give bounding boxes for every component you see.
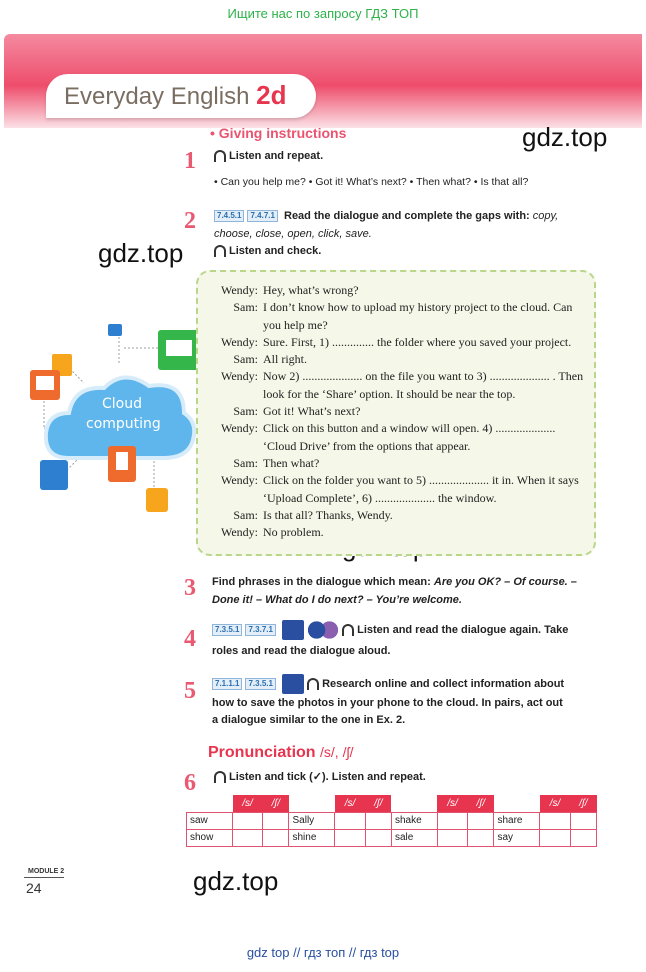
dialogue-speaker: Wendy: — [220, 421, 258, 436]
dialogue-line — [206, 351, 590, 368]
dialogue-text: Is that all? Thanks, Wendy. — [263, 507, 393, 522]
exercise-number: 2 — [184, 208, 196, 234]
tick-cell[interactable] — [233, 812, 263, 829]
tick-cell[interactable] — [365, 812, 391, 829]
tick-cell[interactable] — [468, 812, 494, 829]
computer-icon — [282, 674, 304, 694]
tick-cell[interactable] — [468, 829, 494, 846]
pair-work-icon — [307, 620, 339, 640]
ex5-instruction-cont: how to save the photos in your phone to the cloud. In pairs, act out — [212, 697, 563, 709]
dialogue-line — [206, 524, 590, 541]
tick-cell[interactable] — [437, 829, 467, 846]
ex1-phrases: • Can you help me? • Got it! What’s next? • Then what? • Is that all? — [214, 176, 529, 188]
email-icon — [108, 324, 122, 336]
dialogue-text: Then what? — [263, 455, 320, 470]
section-subtitle: • Giving instructions — [210, 125, 347, 141]
dialogue-line — [206, 334, 590, 351]
footer-divider — [24, 877, 64, 878]
tick-cell[interactable] — [365, 829, 391, 846]
dialogue-speaker: Sam: — [233, 455, 258, 470]
curriculum-code: 7.4.7.1 — [247, 210, 277, 222]
dialogue-speaker: Wendy: — [220, 283, 258, 297]
dialogue-line — [206, 299, 590, 334]
table-row: saw Sally shake share — [187, 812, 597, 829]
ex3-phrases: Done it! – What do I do next? – You’re welcome. — [212, 594, 462, 606]
headphones-icon — [342, 624, 354, 636]
ex5-instruction: 7.1.1.1 7.3.5.1 Research online and collect information about — [212, 674, 602, 694]
page-number: 24 — [26, 880, 42, 896]
bottom-links[interactable]: gdz top // гдз топ // гдз top — [246, 945, 400, 960]
dialogue-line — [206, 368, 590, 403]
dialogue-text: Click on the folder you want to 5) .................... it in. When it says ‘Upload Complete’, 6) .................... the window. — [263, 473, 579, 505]
tick-cell[interactable] — [233, 829, 263, 846]
app-icon — [146, 488, 168, 512]
dialogue-text: Sure. First, 1) .............. the folder where you saved your project. — [263, 334, 572, 349]
server-icon — [40, 460, 68, 490]
dialogue-text: All right. — [263, 352, 307, 367]
dialogue-speaker: Wendy: — [220, 369, 258, 384]
ex3-instruction: Find phrases in the dialogue which mean: Are you OK? – Of course. – — [212, 576, 577, 588]
headphones-icon — [307, 678, 319, 690]
dialogue-speaker: Sam: — [233, 507, 258, 522]
dialogue-text: Got it! What’s next? — [263, 404, 361, 419]
ex2-instruction2: Listen and check. — [214, 243, 321, 260]
module-label: MODULE 2 — [28, 868, 65, 875]
dialogue-line — [206, 455, 590, 472]
dialogue-speaker: Wendy: — [220, 525, 258, 540]
tick-cell[interactable] — [335, 812, 365, 829]
curriculum-code: 7.3.5.1 — [212, 624, 242, 636]
ex5-instruction-cont: a dialogue similar to the one in Ex. 2. — [212, 714, 406, 726]
pronunciation-title: Pronunciation /s/, /ʃ/ — [208, 744, 354, 761]
top-search-link[interactable]: Ищите нас по запросу ГДЗ ТОП — [227, 6, 419, 21]
ex4-instruction: 7.3.5.1 7.3.7.1 Listen and read the dialogue again. Take — [212, 620, 602, 640]
curriculum-code: 7.3.5.1 — [245, 678, 275, 690]
cloud-label: computing — [86, 416, 161, 432]
headphones-icon — [214, 771, 226, 783]
dialogue-text: No problem. — [263, 525, 324, 540]
dialogue-text: Hey, what’s wrong? — [263, 283, 359, 297]
title-prefix: Everyday English — [64, 83, 250, 110]
cloud-label: Cloud — [102, 396, 142, 412]
dialogue-line — [206, 472, 590, 507]
tick-cell[interactable] — [540, 829, 570, 846]
dialogue-line — [206, 403, 590, 420]
dialogue-text: Click on this button and a window will open. 4) .................... ‘Cloud Drive’ from the options that appear. — [263, 421, 556, 453]
curriculum-code: 7.4.5.1 — [214, 210, 244, 222]
watermark: gdz.top — [193, 866, 279, 896]
headphones-icon — [214, 150, 226, 162]
tick-cell[interactable] — [570, 829, 596, 846]
tick-cell[interactable] — [263, 829, 289, 846]
exercise-number: 4 — [184, 626, 196, 652]
dialogue-line — [206, 420, 590, 455]
page-title — [64, 80, 286, 111]
dialogue-speaker: Sam: — [233, 404, 258, 419]
dialogue-speaker: Sam: — [233, 352, 258, 367]
dialogue — [206, 282, 590, 541]
tick-cell[interactable] — [263, 812, 289, 829]
headphones-icon — [214, 245, 226, 257]
watermark: gdz.top — [522, 122, 608, 152]
dialogue-speaker: Wendy: — [220, 473, 258, 488]
ex4-instruction-cont: roles and read the dialogue aloud. — [212, 645, 391, 657]
exercise-number: 5 — [184, 678, 196, 704]
exercise-number: 1 — [184, 148, 196, 174]
exercise-number: 6 — [184, 770, 196, 796]
pronunciation-table — [186, 795, 597, 847]
curriculum-code: 7.3.7.1 — [245, 624, 275, 636]
dialogue-speaker: Wendy: — [220, 334, 258, 349]
dialogue-speaker: Sam: — [233, 300, 258, 315]
tick-cell[interactable] — [540, 812, 570, 829]
ex2-instruction: 7.4.5.1 7.4.7.1 Read the dialogue and complete the gaps with: copy, — [214, 208, 594, 225]
computer-icon — [282, 620, 304, 640]
table-row: show shine sale say — [187, 829, 597, 846]
dialogue-text: Now 2) .................... on the file you want to 3) .................... . Then look for the ‘Share’ option. It should be near the top. — [263, 369, 584, 401]
exercise-number: 3 — [184, 575, 196, 601]
cloud-computing-illustration — [24, 318, 214, 518]
tick-cell[interactable] — [437, 812, 467, 829]
tick-cell[interactable] — [335, 829, 365, 846]
dialogue-line — [206, 507, 590, 524]
dialogue-line — [206, 282, 590, 299]
watermark: gdz.top — [98, 238, 184, 268]
tick-cell[interactable] — [570, 812, 596, 829]
dialogue-text: I don’t know how to upload my history project to the cloud. Can you help me? — [263, 300, 573, 332]
ex2-words: choose, close, open, click, save. — [214, 228, 372, 240]
ex6-instruction: Listen and tick (✓). Listen and repeat. — [214, 769, 426, 786]
ex1-instruction: Listen and repeat. — [214, 148, 323, 165]
table-header-row: /s/ /ʃ/ /s/ /ʃ/ /s/ /ʃ/ /s/ /ʃ/ — [187, 795, 597, 812]
curriculum-code: 7.1.1.1 — [212, 678, 242, 690]
title-number: 2d — [256, 80, 287, 110]
